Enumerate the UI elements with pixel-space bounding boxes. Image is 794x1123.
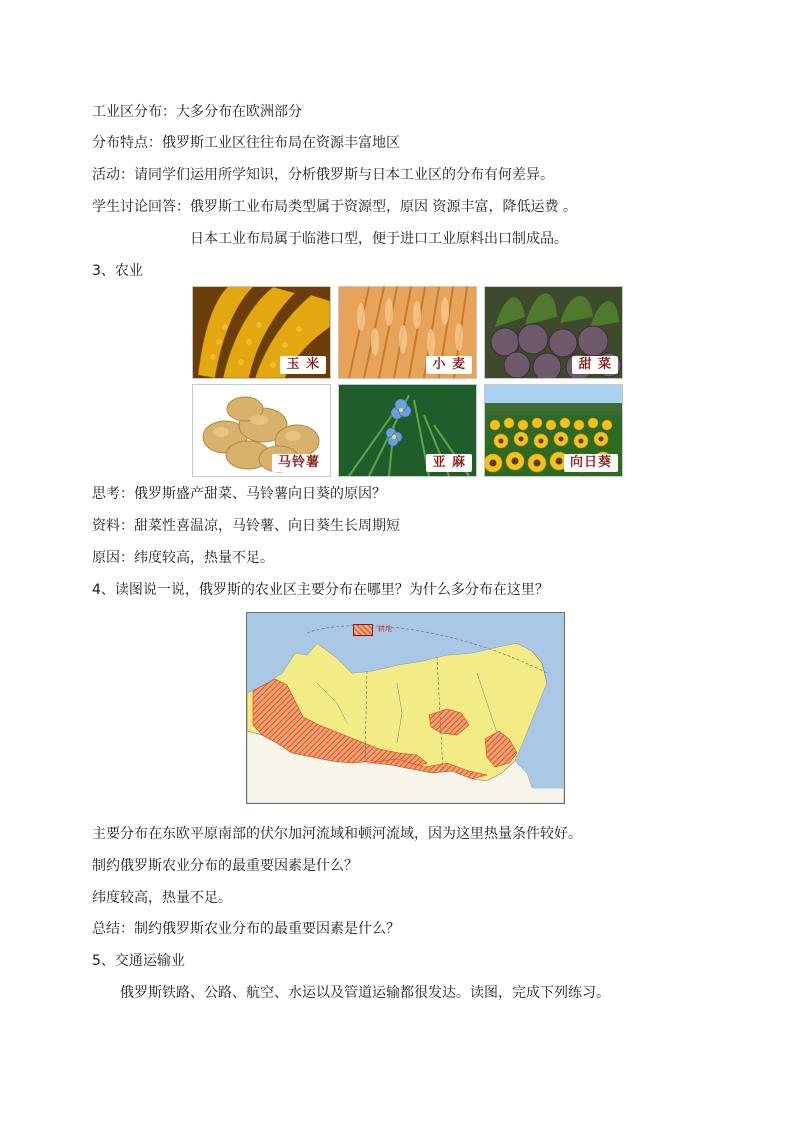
sunflower-photo bbox=[484, 384, 623, 477]
reason-text: 原因：纬度较高，热量不足。 bbox=[92, 550, 274, 566]
potato-label: 马铃薯 bbox=[272, 454, 326, 472]
beet-photo bbox=[484, 286, 623, 379]
beet-label: 甜 菜 bbox=[572, 356, 618, 374]
sunflower-label: 向日葵 bbox=[564, 454, 618, 472]
russia-agriculture-map bbox=[246, 612, 565, 804]
farmland-legend-label: 耕地 bbox=[378, 625, 392, 633]
think-text: 思考：俄罗斯盛产甜菜、马铃薯向日葵的原因？ bbox=[92, 486, 386, 502]
transport-text: 俄罗斯铁路、公路、航空、水运以及管道运输都很发达。读图，完成下列练习。 bbox=[120, 985, 610, 1001]
agriculture-heading: 3、农业 bbox=[92, 263, 143, 279]
farmland-legend-swatch bbox=[353, 624, 373, 636]
activity-text: 活动：请同学们运用所学知识，分析俄罗斯与日本工业区的分布有何差异。 bbox=[92, 167, 554, 183]
corn-label: 玉 米 bbox=[280, 356, 326, 374]
student-answer-text: 学生讨论回答：俄罗斯工业布局类型属于资源型，原因 资源丰富，降低运费 。 bbox=[92, 199, 577, 215]
flax-photo bbox=[338, 384, 477, 477]
main-distribution-text: 主要分布在东欧平原南部的伏尔加河流域和顿河流域，因为这里热量条件较好。 bbox=[92, 826, 582, 842]
map-question-text: 4、读图说一说，俄罗斯的农业区主要分布在哪里？为什么多分布在这里？ bbox=[92, 582, 549, 598]
japan-answer-text: 日本工业布局属于临港口型，便于进口工业原料出口制成品。 bbox=[190, 231, 568, 247]
constraint-answer-text: 纬度较高，热量不足。 bbox=[92, 890, 232, 906]
wheat-photo bbox=[338, 286, 477, 379]
transport-heading: 5、交通运输业 bbox=[92, 953, 185, 969]
industry-region-text: 工业区分布：大多分布在欧洲部分 bbox=[92, 104, 302, 120]
wheat-label: 小 麦 bbox=[426, 356, 472, 374]
distribution-feature-text: 分布特点：俄罗斯工业区往往布局在资源丰富地区 bbox=[92, 135, 400, 151]
flax-label: 亚 麻 bbox=[426, 454, 472, 472]
potato-photo bbox=[192, 384, 331, 477]
corn-photo bbox=[192, 286, 331, 379]
russia-map-illustration bbox=[247, 613, 564, 803]
constraint-question-text: 制约俄罗斯农业分布的最重要因素是什么？ bbox=[92, 858, 358, 874]
material-text: 资料：甜菜性喜温凉，马铃薯、向日葵生长周期短 bbox=[92, 518, 400, 534]
summary-text: 总结：制约俄罗斯农业分布的最重要因素是什么？ bbox=[92, 921, 400, 937]
